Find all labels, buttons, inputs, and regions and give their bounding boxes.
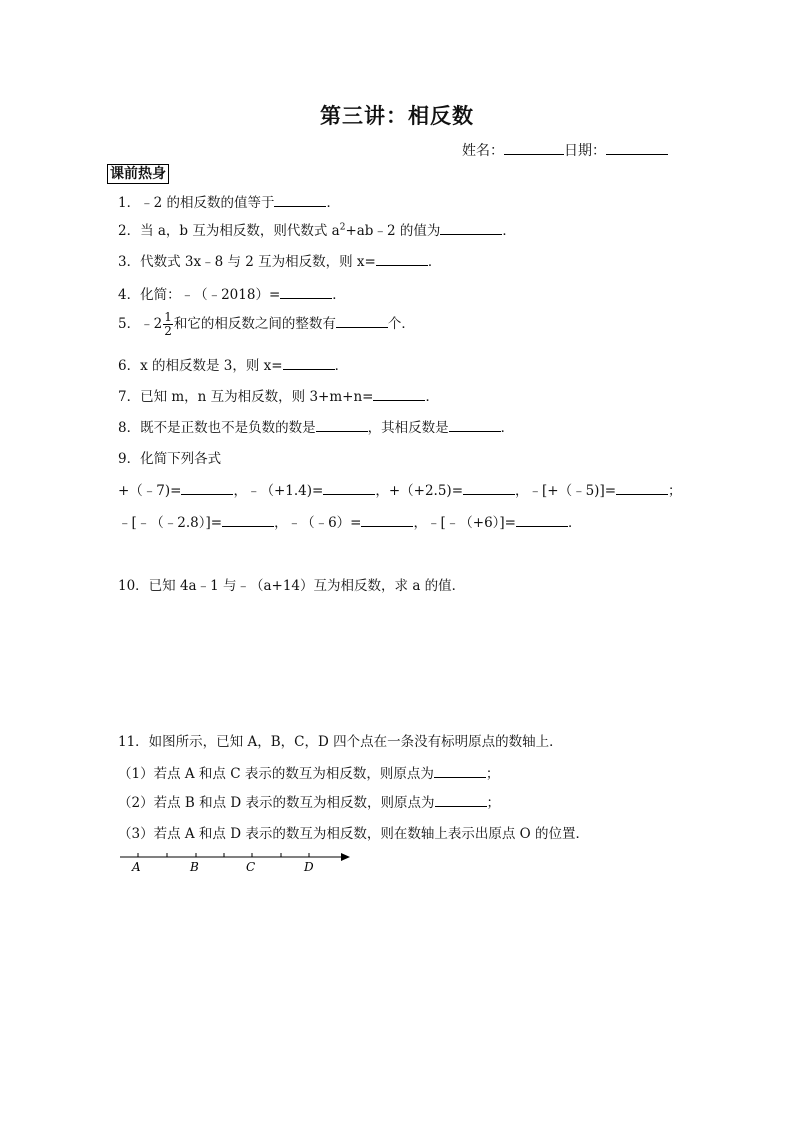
answer-blank[interactable] <box>376 252 428 266</box>
expr: ，+（+2.5)= <box>375 483 464 499</box>
part-text: （1）若点 A 和点 C 表示的数互为相反数，则原点为 <box>118 766 434 782</box>
answer-blank[interactable] <box>373 387 425 401</box>
punct: ． <box>425 389 439 405</box>
numerator: 1 <box>164 310 172 324</box>
answer-blank[interactable] <box>361 513 413 527</box>
name-blank[interactable] <box>504 141 564 155</box>
question-2 <box>118 219 516 239</box>
question-9-title: 9．化简下列各式 <box>118 451 222 467</box>
question-2-text: 2．当 a，b 互为相反数，则代数式 a <box>118 223 340 239</box>
answer-blank[interactable] <box>316 418 368 432</box>
punct: 个． <box>387 316 415 332</box>
punct: ； <box>486 795 500 811</box>
expr: ，﹣[+（﹣5)]= <box>515 483 617 499</box>
expr: ，﹣（+1.4)= <box>233 483 324 499</box>
date-blank[interactable] <box>606 141 668 155</box>
question-4-text: 4．化简：﹣（﹣2018）= <box>118 287 281 303</box>
section-tag: 课前热身 <box>107 164 169 184</box>
question-3-text: 3．代数式 3x﹣8 与 2 互为相反数，则 x= <box>118 254 376 270</box>
punct: ． <box>326 195 340 211</box>
answer-blank[interactable] <box>516 513 568 527</box>
question-4 <box>118 283 346 303</box>
expr: ，﹣[﹣（+6）]= <box>413 515 516 531</box>
question-3 <box>118 250 441 270</box>
question-8-text-b: ，其相反数是 <box>367 420 449 436</box>
page-title: 第三讲：相反数 <box>320 104 474 128</box>
point-label-a: A <box>132 860 141 874</box>
answer-blank[interactable] <box>434 764 486 778</box>
punct: ； <box>668 483 682 499</box>
denominator: 2 <box>164 324 172 338</box>
punct: ． <box>334 358 349 374</box>
question-5 <box>118 311 415 338</box>
question-11: 11．如图所示，已知 A，B，C，D 四个点在一条没有标明原点的数轴上． <box>118 734 563 750</box>
answer-blank[interactable] <box>435 793 487 807</box>
point-label-b: B <box>190 860 199 874</box>
name-date-line <box>462 140 668 160</box>
question-2-text-b: +ab﹣2 的值为 <box>345 223 441 239</box>
punct: ． <box>567 515 582 531</box>
question-5-text: 5．﹣2 <box>118 316 163 332</box>
question-9-row-2 <box>118 511 581 531</box>
name-label: 姓名： <box>462 143 504 159</box>
punct: ． <box>500 420 515 436</box>
answer-blank[interactable] <box>323 481 375 495</box>
part-text: （2）若点 B 和点 D 表示的数互为相反数，则原点为 <box>118 795 435 811</box>
question-9-row-1 <box>118 479 682 499</box>
question-8-text: 8．既不是正数也不是负数的数是 <box>118 420 316 436</box>
exponent: 2 <box>339 222 346 233</box>
answer-blank[interactable] <box>449 418 501 432</box>
question-6 <box>118 354 348 374</box>
punct: ． <box>427 254 442 270</box>
answer-blank[interactable] <box>274 193 326 207</box>
punct: ． <box>332 287 346 303</box>
answer-blank[interactable] <box>280 285 332 299</box>
question-11-part-3: （3）若点 A 和点 D 表示的数互为相反数，则在数轴上表示出原点 O 的位置． <box>118 826 589 842</box>
number-line <box>118 848 358 878</box>
question-10: 10．已知 4a﹣1 与﹣（a+14）互为相反数，求 a 的值． <box>118 578 466 594</box>
question-7 <box>118 385 439 405</box>
question-6-text: 6．x 的相反数是 3，则 x= <box>118 358 283 374</box>
answer-blank[interactable] <box>463 481 515 495</box>
answer-blank[interactable] <box>283 356 335 370</box>
answer-blank[interactable] <box>616 481 668 495</box>
question-5-text-b: 和它的相反数之间的整数有 <box>173 316 336 332</box>
question-11-part-2 <box>118 791 500 811</box>
date-label: 日期： <box>564 143 606 159</box>
number-line-arrow-icon <box>341 853 350 861</box>
answer-blank[interactable] <box>222 513 274 527</box>
expr: +（﹣7)= <box>118 483 182 499</box>
question-7-text: 7．已知 m，n 互为相反数，则 3+m+n= <box>118 389 374 405</box>
question-1-text: 1．﹣2 的相反数的值等于 <box>118 195 275 211</box>
question-8 <box>118 416 514 436</box>
punct: ． <box>502 223 516 239</box>
answer-blank[interactable] <box>181 481 233 495</box>
point-label-c: C <box>246 860 256 874</box>
answer-blank[interactable] <box>440 221 502 235</box>
answer-blank[interactable] <box>336 314 388 328</box>
point-label-d: D <box>304 860 314 874</box>
question-11-part-1 <box>118 762 499 782</box>
fraction <box>163 311 173 338</box>
expr: ﹣[﹣（﹣2.8）]= <box>118 515 223 531</box>
punct: ； <box>485 766 500 782</box>
expr: ，﹣（﹣6）= <box>274 515 362 531</box>
question-1 <box>118 191 340 211</box>
